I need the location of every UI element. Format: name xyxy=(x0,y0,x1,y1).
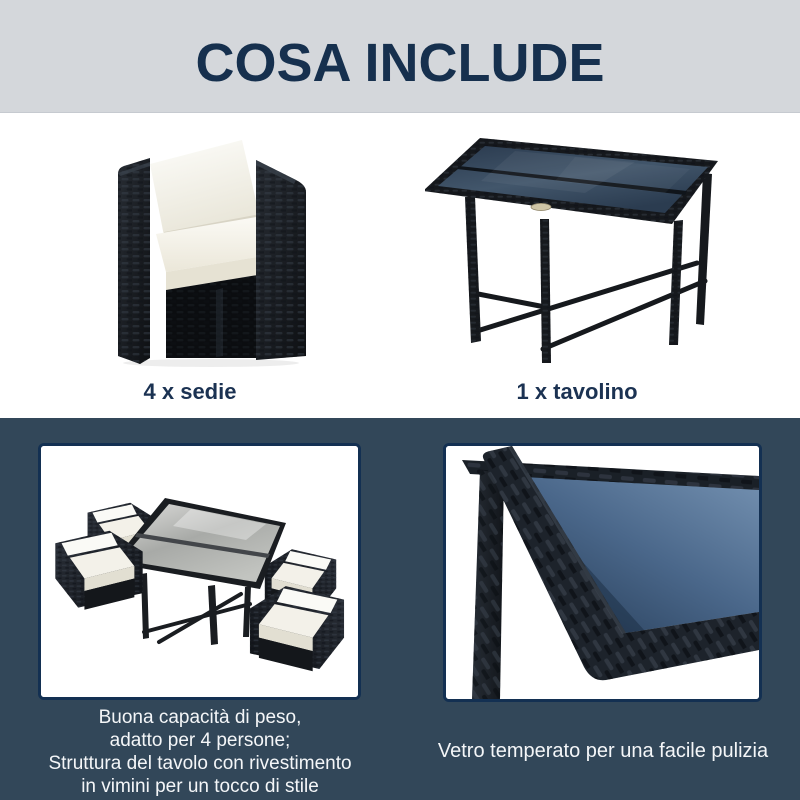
full-set-illustration xyxy=(41,446,358,697)
included-items-section xyxy=(0,113,800,418)
glass-closeup-illustration xyxy=(446,446,759,699)
chair-quantity-label: 4 x sedie xyxy=(143,379,237,404)
brand-tag xyxy=(531,203,551,210)
set-caption: Buona capacità di peso, adatto per 4 persone; Struttura del tavolo con rivestimento in vimini per un tocco di stile xyxy=(48,707,352,797)
full-set-card xyxy=(38,443,361,700)
glass-closeup-card xyxy=(443,443,762,702)
page-title: COSA INCLUDE xyxy=(195,33,605,93)
feature-section xyxy=(0,418,800,800)
table-image xyxy=(425,135,725,365)
header-banner xyxy=(0,0,800,113)
table-illustration xyxy=(425,135,725,365)
chair-illustration xyxy=(110,128,312,367)
glass-caption: Vetro temperato per una facile pulizia xyxy=(437,740,769,762)
chair-image xyxy=(110,128,312,367)
table-quantity-label: 1 x tavolino xyxy=(516,379,638,404)
